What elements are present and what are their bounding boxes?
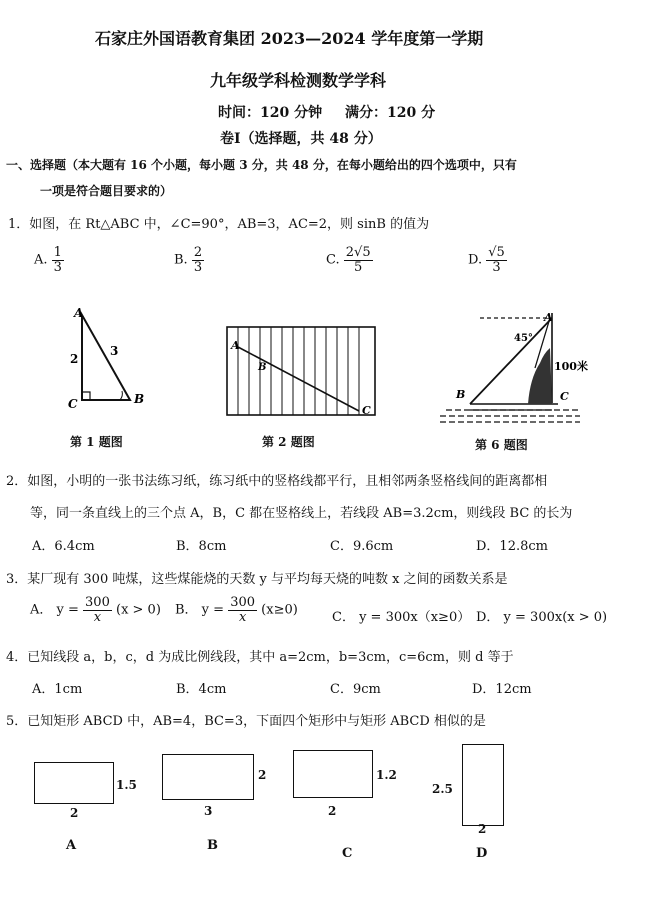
fraction-denominator: 3 [492, 259, 501, 275]
fraction-denominator: 5 [354, 259, 363, 275]
fig1-side-ac: 2 [70, 352, 79, 366]
figure-2-grid-paper [225, 325, 380, 420]
q1-stem: 1．如图，在 Rt△ABC 中，∠C=90°，AB=3，AC=2，则 sinB 的值为 [8, 217, 430, 232]
option-label: D. [468, 252, 483, 268]
fraction-numerator: 2 [193, 245, 203, 260]
q3-stem: 3．某厂现有 300 吨煤，这些煤能烧的天数 y 与平均每天烧的吨数 x 之间的函数关系是 [6, 572, 508, 587]
q1-option-a [34, 246, 64, 274]
q5-rect-d-height: 2.5 [432, 782, 453, 796]
q5-stem: 5．已知矩形 ABCD 中，AB=4，BC=3，下面四个矩形中与矩形 ABCD 相似的是 [6, 714, 486, 729]
exam-subtitle: 九年级学科检测数学学科 [210, 71, 387, 90]
q5-rect-d-width: 2 [478, 822, 487, 836]
option-condition: (x > 0) [116, 602, 161, 618]
figure-1-triangle [60, 305, 160, 415]
q1-option-b [174, 246, 204, 274]
q4-option-d: D．12cm [472, 682, 532, 697]
fraction-numerator: 300 [85, 595, 110, 610]
fraction-numerator: 1 [53, 245, 62, 260]
fraction-numerator: √5 [488, 245, 505, 260]
q3-option-a [30, 596, 161, 624]
option-label: B. [174, 252, 188, 268]
option-label: C. [326, 252, 340, 268]
fig6-label-b: B [456, 388, 466, 401]
option-prefix: A． y = [30, 602, 79, 618]
option-condition: (x≥0) [261, 602, 298, 618]
q3-option-d: D． y = 300x(x > 0) [476, 610, 608, 625]
q2-option-b: B．8cm [176, 539, 227, 554]
fig1-caption: 第 1 题图 [70, 435, 123, 449]
fig6-height-label: 100米 [554, 360, 588, 373]
option-label: A. [34, 252, 48, 268]
q5-rect-c-label: C [342, 846, 353, 861]
option-prefix: B． y = [175, 602, 225, 618]
q5-rect-a-height: 1.5 [116, 778, 137, 792]
q4-option-a: A．1cm [32, 682, 83, 697]
figure-6-hill [440, 308, 590, 428]
fraction-denominator: 3 [193, 259, 203, 275]
q5-rect-b-width: 3 [204, 804, 213, 818]
fig6-label-c: C [560, 390, 569, 403]
q5-rect-c-width: 2 [328, 804, 337, 818]
fraction-denominator: 3 [53, 259, 62, 275]
q5-rect-c [293, 750, 373, 798]
fig6-caption: 第 6 题图 [475, 438, 528, 452]
volume-heading: 卷Ⅰ（选择题，共 48 分） [220, 131, 382, 147]
q2-option-c: C．9.6cm [330, 539, 394, 554]
fraction-denominator: x [93, 609, 102, 625]
q4-option-b: B．4cm [176, 682, 227, 697]
q2-stem-line2: 等，同一条直线上的三个点 A，B，C 都在竖格线上，若线段 AB=3.2cm，则线段 BC 的长为 [30, 506, 573, 521]
fraction-denominator: x [238, 609, 247, 625]
section-instructions-line2: 一项是符合题目要求的） [40, 184, 173, 198]
fig2-label-a: A [231, 339, 240, 352]
exam-time: 时间：120 分钟 [218, 105, 323, 121]
fig1-side-ab: 3 [110, 344, 119, 358]
q5-rect-a [34, 762, 114, 804]
fig1-label-a: A [74, 306, 84, 320]
fig2-label-b: B [258, 362, 267, 373]
q5-rect-a-label: A [66, 838, 77, 853]
fig6-angle-label: 45° [514, 333, 533, 344]
fig6-label-a: A [544, 311, 553, 324]
fig1-label-b: B [134, 392, 145, 406]
fig1-label-c: C [68, 397, 78, 411]
fraction-numerator: 2√5 [345, 245, 371, 260]
q2-stem-line1: 2．如图，小明的一张书法练习纸，练习纸中的竖格线都平行，且相邻两条竖格线间的距离都相 [6, 474, 548, 489]
q5-rect-b [162, 754, 254, 800]
q1-option-c [326, 246, 373, 274]
q5-rect-b-label: B [207, 838, 218, 853]
fraction-numerator: 300 [230, 595, 256, 610]
fig2-caption: 第 2 题图 [262, 435, 315, 449]
q3-option-c: C． y = 300x（x≥0） [332, 610, 471, 625]
q4-option-c: C．9cm [330, 682, 381, 697]
q5-rect-d-label: D [476, 846, 488, 861]
exam-score: 满分：120 分 [345, 105, 436, 121]
q3-option-b [175, 596, 298, 624]
fig2-label-c: C [362, 404, 371, 417]
exam-title: 石家庄外国语教育集团 2023—2024 学年度第一学期 [95, 29, 484, 48]
section-instructions-line1: 一、选择题（本大题有 16 个小题，每小题 3 分，共 48 分，在每小题给出的四个选项中，只有 [6, 158, 517, 172]
q5-rect-a-width: 2 [70, 806, 79, 820]
q5-rect-c-height: 1.2 [376, 768, 397, 782]
q4-stem: 4．已知线段 a，b，c，d 为成比例线段，其中 a=2cm，b=3cm，c=6cm，则 d 等于 [6, 650, 514, 665]
q5-rect-d [462, 744, 504, 826]
q2-option-a: A．6.4cm [32, 539, 95, 554]
q2-option-d: D．12.8cm [476, 539, 548, 554]
q5-rect-b-height: 2 [258, 768, 267, 782]
q1-option-d [468, 246, 507, 274]
